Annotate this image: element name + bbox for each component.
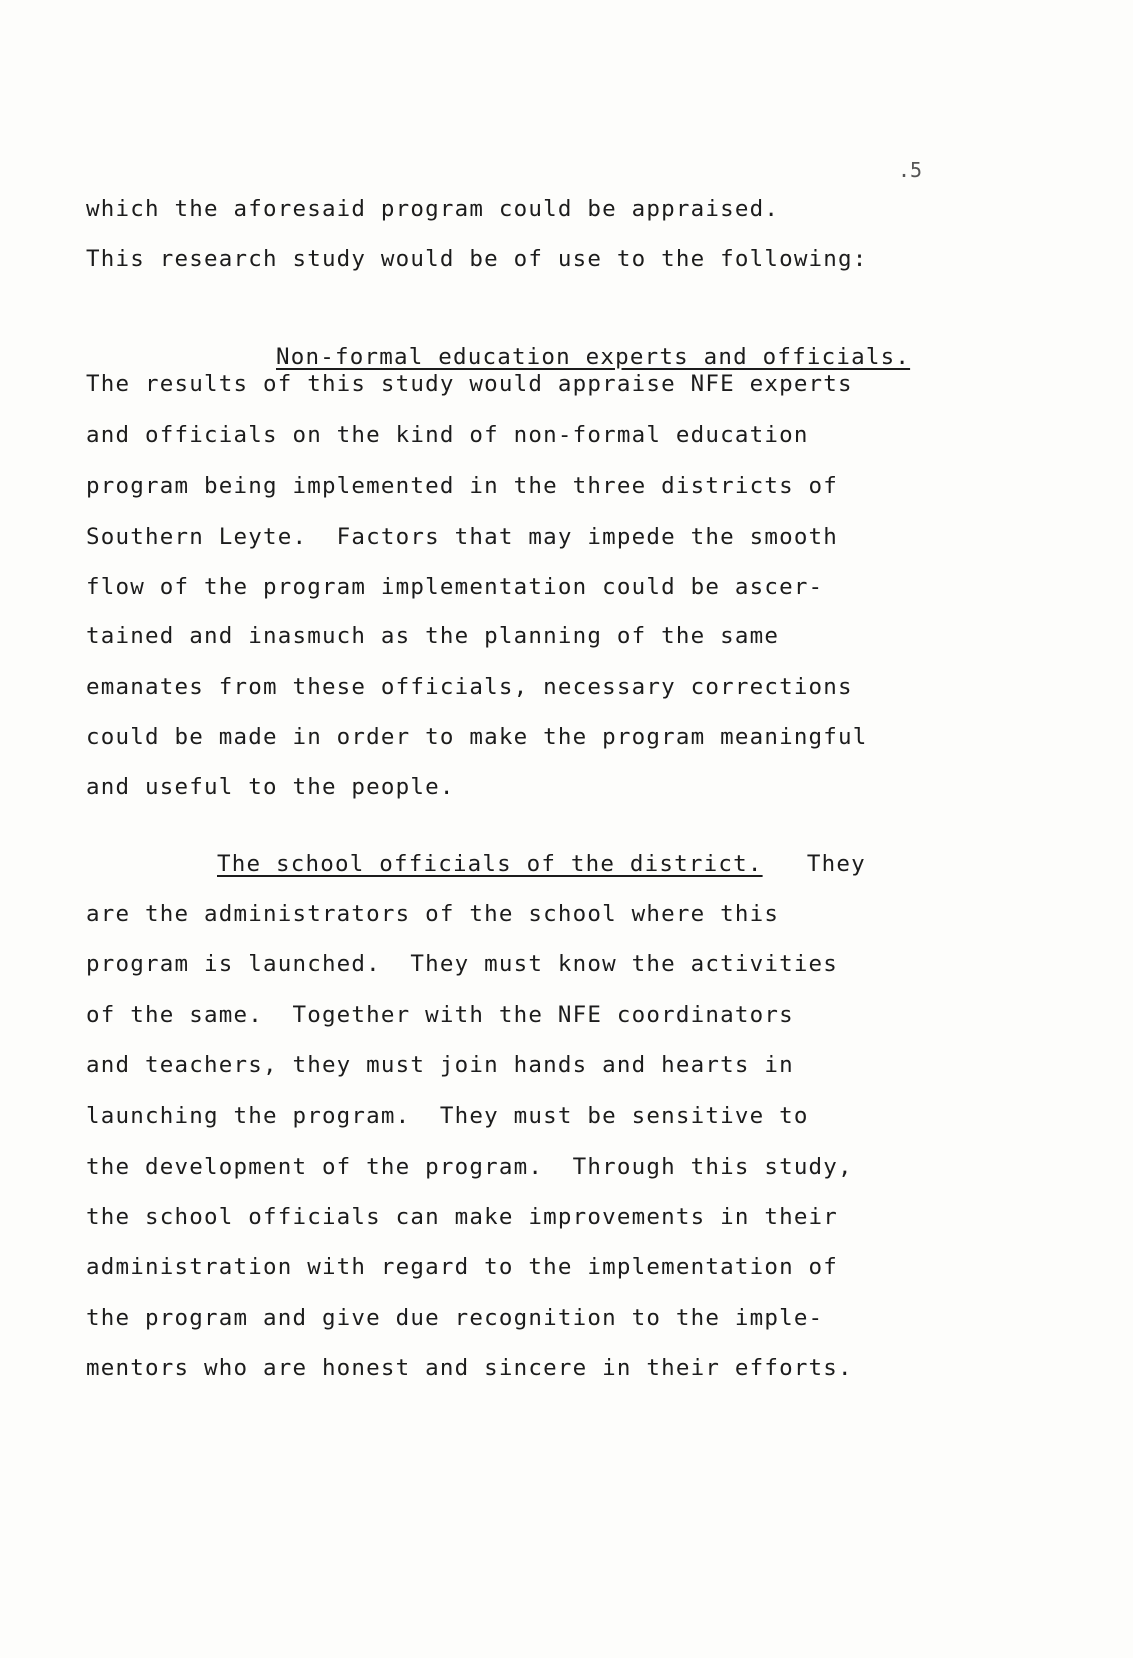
section2-line: of the same. Together with the NFE coordinators bbox=[86, 1002, 794, 1028]
intro-line-2: This research study would be of use to the following: bbox=[86, 246, 868, 272]
section2-heading-tail: They bbox=[806, 851, 866, 877]
section1-line: flow of the program implementation could be ascer- bbox=[86, 574, 824, 600]
section1-line: Southern Leyte. Factors that may impede the smooth bbox=[86, 524, 839, 550]
section2-line: mentors who are honest and sincere in their efforts. bbox=[86, 1355, 853, 1381]
section2-line: the development of the program. Through this study, bbox=[86, 1154, 853, 1180]
section2-line: and teachers, they must join hands and hearts in bbox=[86, 1052, 794, 1078]
section2-heading: The school officials of the district. bbox=[217, 851, 763, 877]
section1-heading: Non-formal education experts and officials. bbox=[276, 343, 911, 370]
section1-line: program being implemented in the three districts of bbox=[86, 473, 839, 499]
section1-line: and officials on the kind of non-formal education bbox=[86, 422, 809, 448]
section1-line: tained and inasmuch as the planning of the same bbox=[86, 623, 780, 649]
section2-line: administration with regard to the implementation of bbox=[86, 1254, 839, 1280]
section2-line: are the administrators of the school where this bbox=[86, 901, 780, 927]
page-number: .5 bbox=[898, 158, 923, 182]
section2-line: launching the program. They must be sensitive to bbox=[86, 1103, 809, 1129]
section1-line: The results of this study would appraise NFE experts bbox=[86, 371, 853, 397]
section2-line: the school officials can make improvements in their bbox=[86, 1204, 839, 1230]
section1-line: and useful to the people. bbox=[86, 774, 455, 800]
section2-line: the program and give due recognition to the imple- bbox=[86, 1305, 824, 1331]
section1-line: could be made in order to make the program meaningful bbox=[86, 724, 868, 750]
section1-line: emanates from these officials, necessary corrections bbox=[86, 674, 853, 700]
section2-line: program is launched. They must know the activities bbox=[86, 951, 839, 977]
intro-line-1: which the aforesaid program could be appraised. bbox=[86, 196, 780, 222]
section2-heading-line bbox=[217, 853, 866, 876]
